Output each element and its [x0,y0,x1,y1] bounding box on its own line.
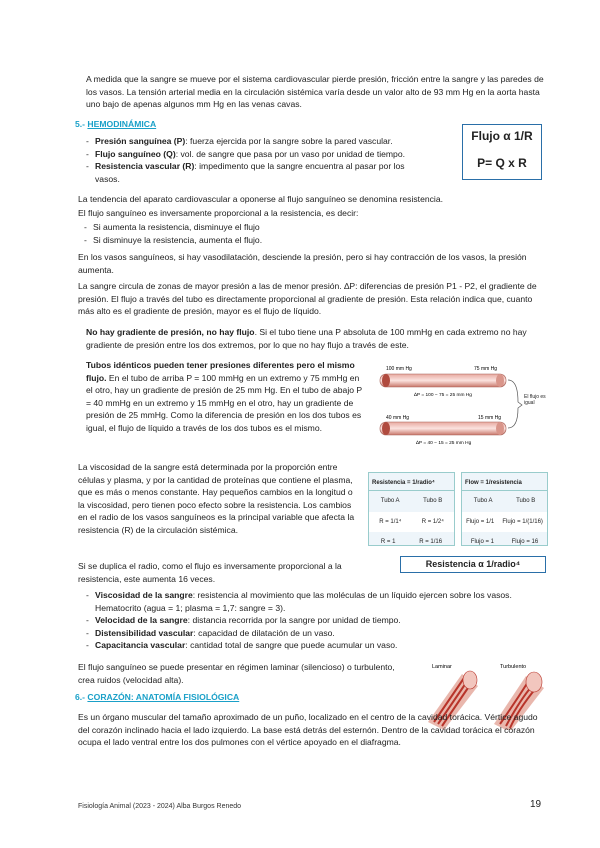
inverse-paragraph: El flujo sanguíneo es inversamente proporcional a la resistencia, es decir: [78,208,359,218]
no-gradient-paragraph: No hay gradiente de presión, no hay flujo. Si el tubo tiene una P absoluta de 100 mmHg en cada extremo no hay gradiente de presión entre los dos extremos, por lo que no hay flujo a través de este. [86,327,527,350]
resistance-table [368,472,455,546]
laminar-label: Laminar [432,664,452,670]
property-item: - Capacitancia vascular: cantidad total de sangre que puede acumular un vaso. [86,639,548,652]
definitions-list [86,135,431,185]
page-number: 19 [530,799,542,810]
turbulent-label: Turbulento [500,664,527,670]
tube2-right-end [496,422,504,435]
radius-paragraph: Si se duplica el radio, como el flujo es inversamente proporcional a la resistencia, este aumenta 16 veces. [78,561,342,584]
tube2-right-label: 15 mm Hg [478,415,502,421]
table-cell: R = 1 [380,539,396,546]
inverse-list [84,221,484,246]
section-6-title: CORAZÓN: ANATOMÍA FISIOLÓGICA [87,692,240,702]
footer-text: Fisiología Animal (2023 - 2024) Alba Burgos Renedo [78,803,242,810]
section-5-heading [75,118,156,131]
section-5-title: HEMODINÁMICA [87,119,157,129]
tubes-paragraph: Tubos idénticos pueden tener presiones diferentes pero el mismo flujo. En el tubo de arriba P = 100 mmHg en un extremo y 75 mmHg en el otro, hay un gradiente de presión de 25 mm Hg. En el tubo de abajo P = 40 mmHg en un extremo y 15 mmHg en el otro, hay un gradiente de presión de 25 mmHg. Como la diferencia de presión en los dos tubos es igual, el flujo de líquido a través de los dos tubos es el mismo. [86,360,362,433]
flow-table [461,472,548,546]
property-item: - Distensibilidad vascular: capacidad de dilatación de un vaso. [86,627,548,640]
table-cell: Flujo = 1 [470,539,494,546]
tube2-left-label: 40 mm Hg [386,415,410,421]
resistance-table-header: Resistencia = 1/radio⁴ [369,473,454,491]
pressure-formula: P= Q x R [477,155,527,170]
inverse-item: - Si disminuye la resistencia, aumenta el flujo. [84,234,484,247]
vessels-paragraph: En los vasos sanguíneos, si hay vasodilatación, desciende la presión, pero si hay contracción de los vasos, la presión aumenta. [78,252,527,275]
table-cell: Flujo = 1/(1/16) [502,518,543,525]
col-tube-b: Tubo B [516,498,536,504]
regime-paragraph: El flujo sanguíneo se puede presentar en régimen laminar (silencioso) o turbulento, crea ruidos (velocidad alta). [78,662,395,685]
heart-paragraph: Es un órgano muscular del tamaño aproximado de un puño, localizado en el centro de la cavidad torácica. Vértice agudo del corazón inclinado hacia el lado izquierdo. La base está detrás del esternón. Dentro de la cavidad torácica el corazón ocupa el lado ventral entre los dos pulmones con el vértice apoyado en el diafragma. [78,712,538,748]
gradient-paragraph: La sangre circula de zonas de mayor presión a las de menor presión. ∆P: diferencias de presión P1 - P2, el gradiente de presión. El flujo a través del tubo es directamente proporcional al gradiente de presión. Esta relación indica que, cuanto más alto es el gradiente de presión, mayor es el flujo de líquido. [78,281,537,317]
flow-table-header: Flow = 1/resistencia [462,473,547,491]
tube2-left-end [382,422,390,435]
tube1-left-end [382,374,390,387]
intro-paragraph: A medida que la sangre se mueve por el sistema cardiovascular pierde presión, fricción entre la sangre y las paredes de los vasos. La tensión arterial media en la circulación sistémica varía desde un valor alto de 93 mm Hg en la aorta hasta uno bajo de apenas algunos mm Hg en las venas cavas. [86,74,544,110]
col-tube-a: Tubo A [473,498,493,504]
def-item: - Presión sanguínea (P): fuerza ejercida por la sangre sobre la pared vascular. [86,135,431,148]
table-cell: R = 1/1⁴ [379,518,402,525]
flow-formula: Flujo α 1/R [471,129,533,143]
def-item: - Resistencia vascular (R): impedimento que la sangre encuentra al pasar por los vasos. [86,160,431,185]
tube1-right-end [496,374,504,387]
inverse-item: - Si aumenta la resistencia, disminuye el flujo [84,221,484,234]
tube-pressure-figure [376,362,551,450]
viscosity-paragraph: La viscosidad de la sangre está determinada por la proporción entre células y plasma, y por la cantidad de proteínas que contiene el plasma, que es más o menos constante. Hay pequeños cambios en la longitud o la viscosidad, pero tienen poco efecto sobre la resistencia. Los cambios en el radio de los vasos sanguíneos es la principal variable que afecta la resistencia (R) de la circulación sistémica. [78,462,355,535]
table-cell: R = 1/16 [419,539,443,546]
section-5-number: 5.- [75,119,86,129]
tube1-left-label: 100 mm Hg [386,366,412,372]
same-flow-label: El flujo es igual [524,394,546,406]
section-6-number: 6.- [75,692,86,702]
section-6-heading [75,691,239,704]
table-cell: R = 1/2⁴ [421,518,444,525]
tube1 [380,374,506,387]
def-item: - Flujo sanguíneo (Q): vol. de sangre que pasa por un vaso por unidad de tiempo. [86,148,431,161]
tube2 [380,422,506,435]
flow-formula-box [462,124,542,180]
table-cell: Flujo = 1/1 [466,518,495,525]
table-cell: Flujo = 16 [511,539,539,546]
col-tube-a: Tubo A [380,498,400,504]
resistance-radius-box: Resistencia α 1/radio⁴ [400,556,546,573]
tendency-paragraph: La tendencia del aparato cardiovascular a oponerse al flujo sanguíneo se denomina resistencia. [78,194,443,204]
tube1-delta: ∆P = 100 − 75 = 25 mm Hg [414,393,472,398]
col-tube-b: Tubo B [423,498,443,504]
property-item: - Viscosidad de la sangre: resistencia al movimiento que las moléculas de un líquido ejercen sobre los vasos. Hematocrito (agua = 1; plasma = 1,7: sangre = 3). [86,589,548,614]
property-item: - Velocidad de la sangre: distancia recorrida por la sangre por unidad de tiempo. [86,614,548,627]
properties-list [86,589,548,652]
tube2-delta: ∆P = 40 − 15 = 25 mm Hg [416,441,472,446]
tube1-right-label: 75 mm Hg [474,366,498,372]
